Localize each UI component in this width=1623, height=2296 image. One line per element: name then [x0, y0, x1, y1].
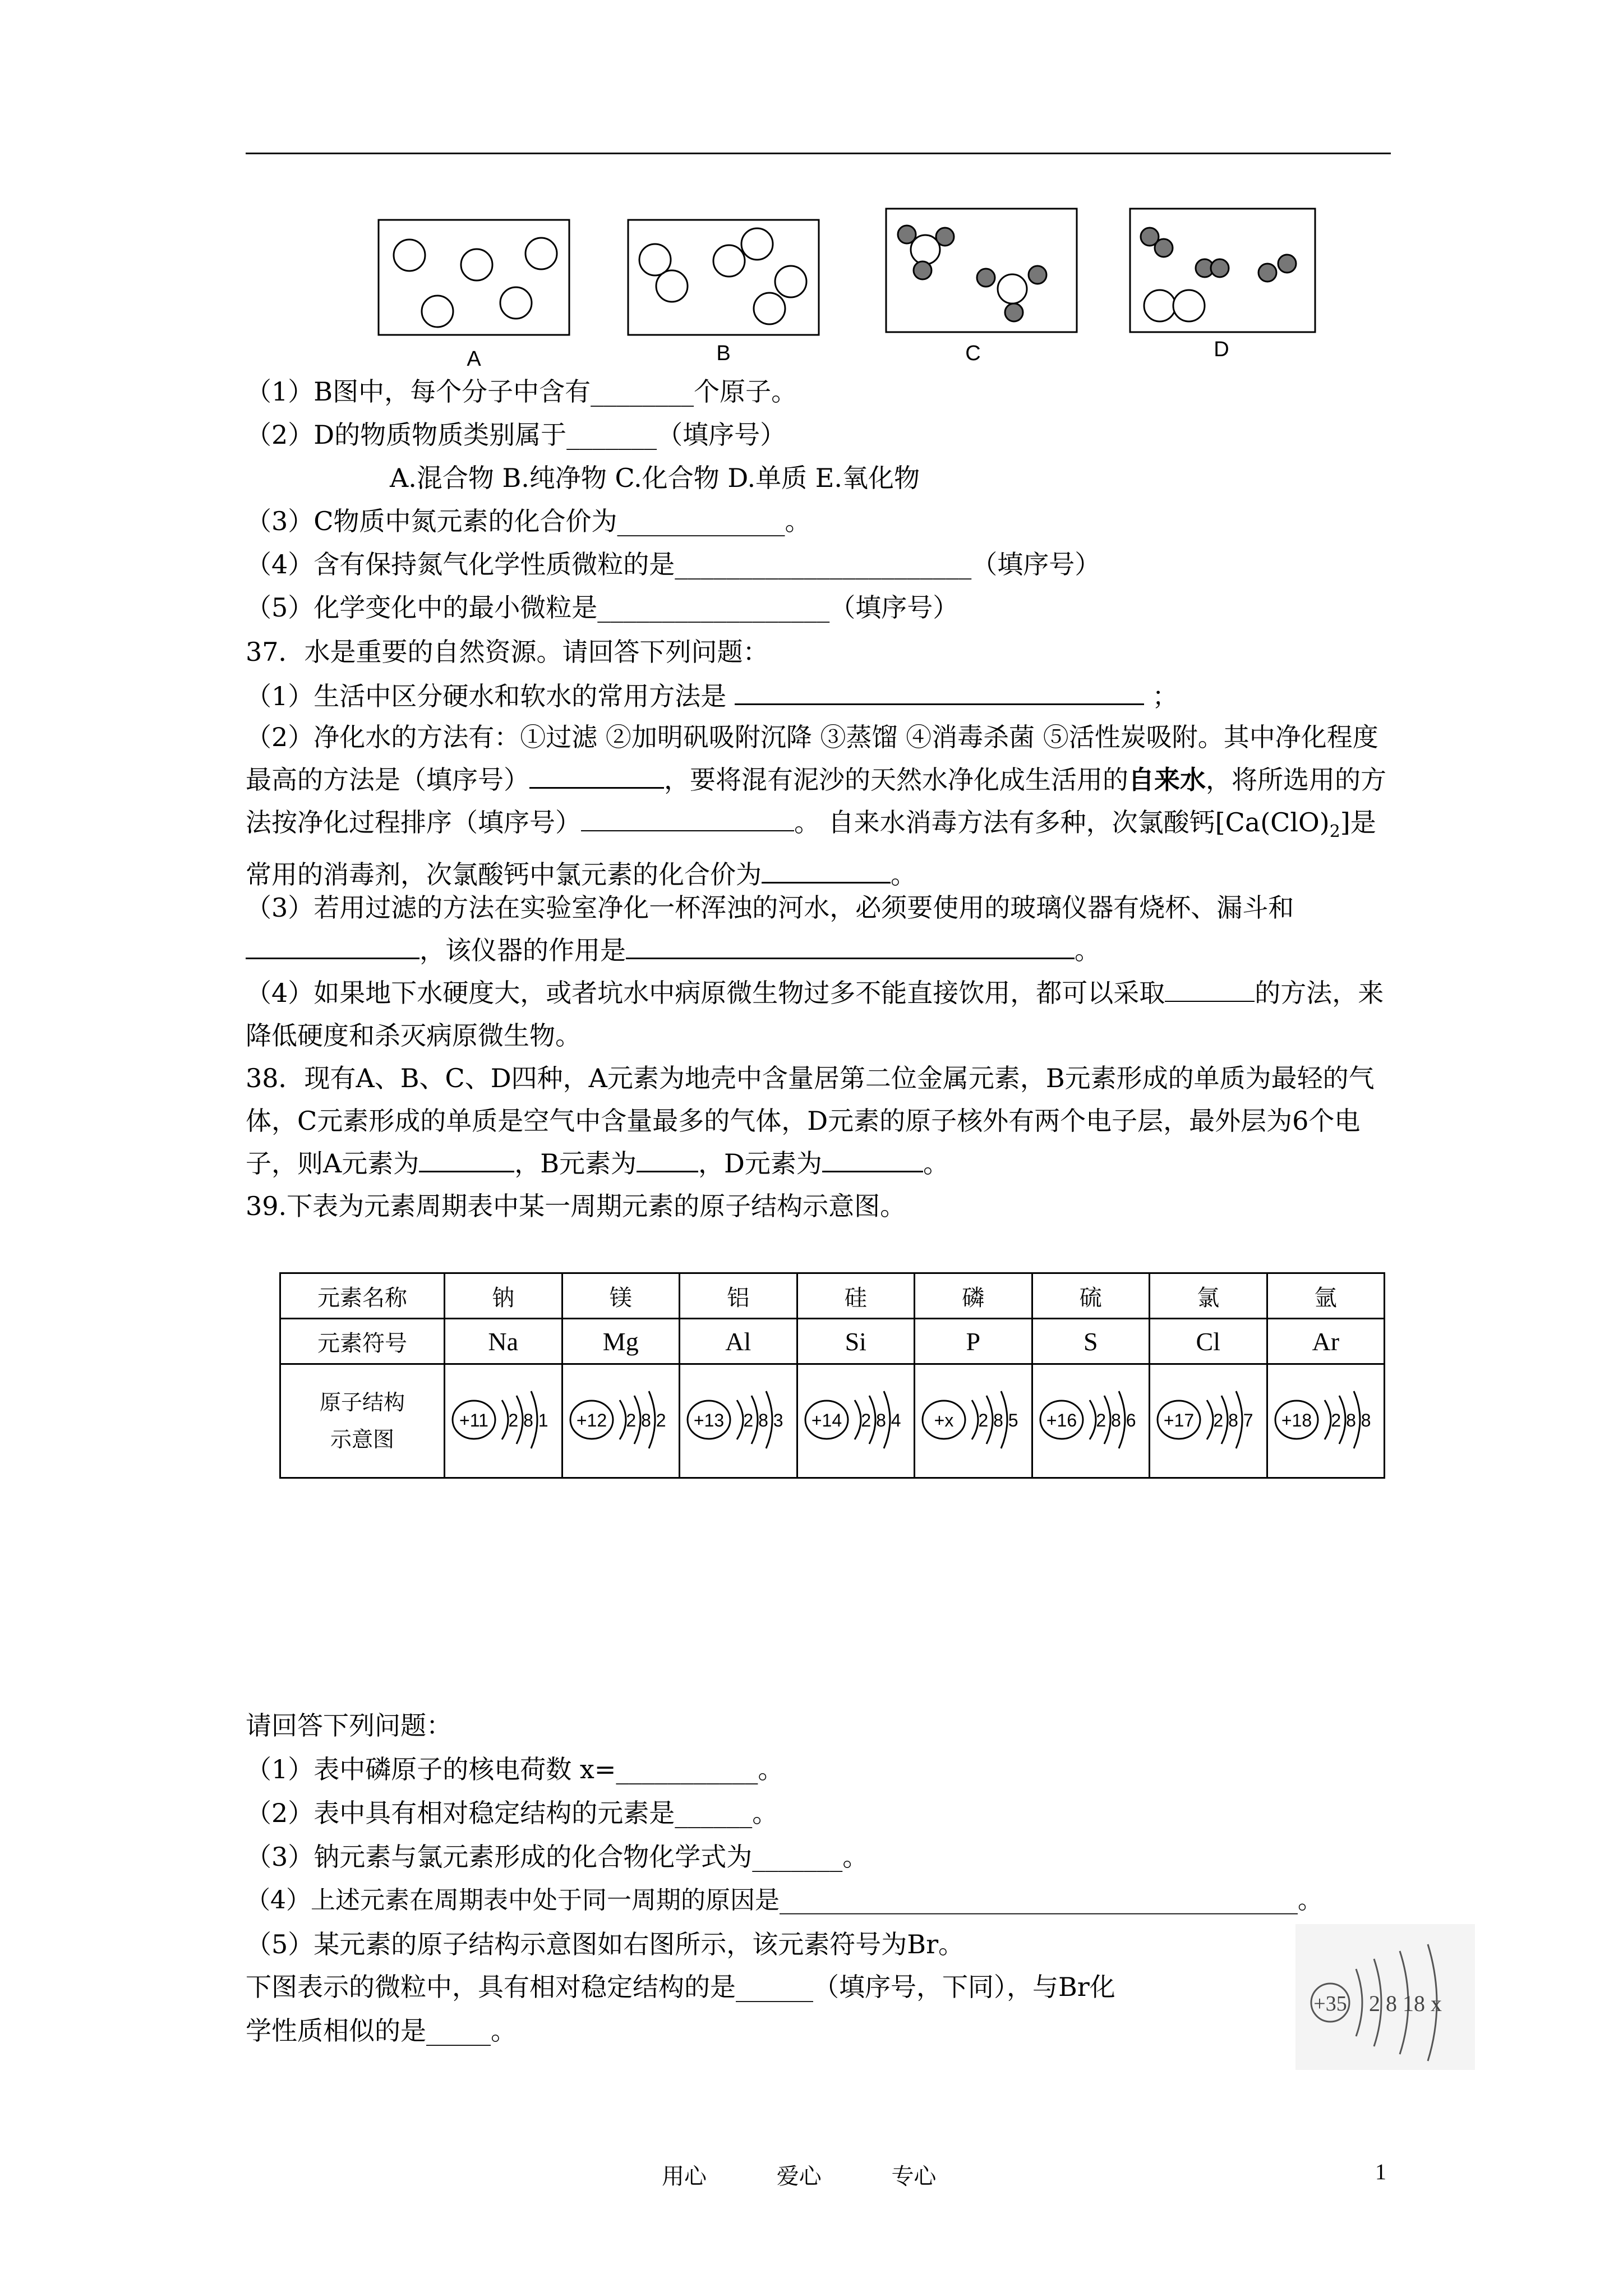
- q37-p2: [246, 716, 1391, 896]
- row-header-structure-1: 原子结构: [319, 1390, 405, 1415]
- q37-p4-text-a: （4）如果地下水硬度大，或者坑水中病原微生物过多不能直接饮用，都可以采取: [246, 978, 1165, 1008]
- atom-cell-6: [1150, 1364, 1267, 1478]
- q37-p2-text-d: 。 自来水消毒方法有多种，次氯酸钙[Ca(ClO): [794, 807, 1330, 838]
- nucleus-charge: +14: [811, 1410, 842, 1430]
- name-al: 铝: [680, 1273, 797, 1319]
- electron-counts: 2 8 2: [626, 1410, 666, 1430]
- q37-p1-text: （1）生活中区分硬水和软水的常用方法是: [246, 681, 727, 711]
- electron-counts: 2 8 1: [508, 1410, 548, 1430]
- symbol-al: Al: [680, 1319, 797, 1364]
- q37-p2-blank-2: [581, 806, 794, 831]
- electron-shell-arc: [1207, 1400, 1213, 1439]
- page-number: 1: [1375, 2159, 1386, 2184]
- atom-diagram: [917, 1378, 1029, 1462]
- q37-p2-text-a: （2）净化水的方法有：①过滤 ②加明矾吸附沉降 ③蒸馏 ④消毒杀菌 ⑤活性炭吸附。其中净化程度最高的方法是（填序号）: [246, 722, 1378, 795]
- name-s: 硫: [1032, 1273, 1150, 1319]
- q39-p3: （3）钠元素与氯元素形成的化合物化学式为_______。: [246, 1842, 869, 1872]
- q37-p2-blank-3: [762, 857, 891, 884]
- q39-intro: 请回答下列问题：: [246, 1710, 452, 1741]
- q37-p3: [246, 886, 1391, 972]
- atom-cell-2: [680, 1364, 797, 1478]
- nucleus-charge: +18: [1281, 1410, 1312, 1430]
- row-header-name: 元素名称: [280, 1273, 445, 1319]
- q37-p1-end: ；: [1152, 681, 1178, 711]
- row-header-symbol: 元素符号: [280, 1319, 445, 1364]
- symbol-s: S: [1032, 1319, 1150, 1364]
- symbol-ar: Ar: [1267, 1319, 1385, 1364]
- name-ar: 氩: [1267, 1273, 1385, 1319]
- label-b: B: [716, 342, 731, 365]
- q37-p2-bold: 自来水: [1128, 765, 1206, 795]
- label-a: A: [467, 347, 481, 371]
- nucleus-charge: +17: [1164, 1410, 1195, 1430]
- q37-p2-text-f: 。: [891, 859, 916, 890]
- symbol-mg: Mg: [562, 1319, 680, 1364]
- q38-text-b: ，B元素为: [514, 1148, 637, 1179]
- footer-item-2: 爱心: [776, 2164, 822, 2189]
- electron-shell-arc: [1325, 1400, 1331, 1439]
- q37-p2-text-c: ，将所选用的方法按净化过程排序（填序号）: [246, 765, 1386, 838]
- electron-counts: 2 8 7: [1213, 1410, 1253, 1430]
- electron-counts: 2 8 4: [861, 1410, 901, 1430]
- q39-title: 39.下表为元素周期表中某一周期元素的原子结构示意图。: [246, 1191, 906, 1221]
- nucleus-charge: +11: [459, 1410, 489, 1430]
- q38-blank-d: [822, 1146, 923, 1172]
- name-cl: 氯: [1150, 1273, 1267, 1319]
- q37-p3-text-b: ，该仪器的作用是: [419, 935, 626, 965]
- box-d: [1130, 209, 1315, 332]
- row-header-structure: [280, 1364, 445, 1478]
- footer-item-3: 专心: [891, 2164, 937, 2189]
- electron-shell-arc: [620, 1400, 626, 1439]
- electron-counts: 2 8 6: [1096, 1410, 1136, 1430]
- symbol-p: P: [915, 1319, 1032, 1364]
- nucleus-charge: +12: [576, 1410, 607, 1430]
- atom-diagram: [565, 1378, 677, 1462]
- q39-p4: （4）上述元素在周期表中处于同一周期的原因是__________________________________________。: [246, 1886, 1322, 1915]
- atom-cell-0: [445, 1364, 562, 1478]
- q38-blank-a: [419, 1146, 514, 1172]
- footer: [662, 2159, 999, 2191]
- box-a: [379, 220, 569, 335]
- q37-p3-blank-1: [246, 933, 419, 959]
- electron-shell-arc: [1090, 1400, 1096, 1439]
- symbol-cl: Cl: [1150, 1319, 1267, 1364]
- electron-shell-arc: [737, 1400, 743, 1439]
- q37-title: 37．水是重要的自然资源。请回答下列问题：: [246, 637, 769, 667]
- label-c: C: [965, 342, 981, 365]
- box-c: [886, 209, 1077, 332]
- row-header-structure-2: 示意图: [330, 1427, 394, 1452]
- name-na: 钠: [445, 1273, 562, 1319]
- atom-diagram: [682, 1378, 794, 1462]
- atom-diagram: [447, 1378, 559, 1462]
- q38-text-a: 38．现有A、B、C、D四种，A元素为地壳中含量居第二位金属元素，B元素形成的单质为最轻的气体，C元素形成的单质是空气中含量最多的气体，D元素的原子核外有两个电子层，最外层为6个电子，则A元素为: [246, 1063, 1375, 1179]
- q36-p1: （1）B图中，每个分子中含有________个原子。: [246, 376, 797, 407]
- q38-blank-b: [637, 1146, 698, 1172]
- q37-p4: [246, 972, 1391, 1057]
- atom-cell-3: [797, 1364, 915, 1478]
- atom-cell-7: [1267, 1364, 1385, 1478]
- header-rule: [246, 153, 1391, 154]
- q36-p5: （5）化学变化中的最小微粒是__________________（填序号）: [246, 592, 959, 623]
- atom-diagram: [1152, 1378, 1264, 1462]
- q37-p4-blank: [1165, 976, 1255, 1002]
- periodic-table: [279, 1272, 1385, 1479]
- box-b: [628, 220, 819, 335]
- q36-p3: （3）C物质中氮元素的化合价为_____________。: [246, 506, 811, 536]
- symbol-na: Na: [445, 1319, 562, 1364]
- q37-p1: [246, 679, 1178, 713]
- atom-cell-1: [562, 1364, 680, 1478]
- q38: [246, 1057, 1391, 1185]
- nucleus-charge: +x: [934, 1410, 954, 1430]
- q37-p3-text-c: 。: [1075, 935, 1100, 965]
- q37-p4-text-b: 的方法，来降低硬度和杀灭病原微生物。: [246, 978, 1384, 1051]
- nucleus-charge: +16: [1046, 1410, 1077, 1430]
- q37-p3-blank-2: [626, 933, 1075, 959]
- q36-p4: （4）含有保持氮气化学性质微粒的是_______________________（填序号）: [246, 549, 1101, 579]
- symbol-si: Si: [797, 1319, 915, 1364]
- q37-p2-text-e: ]是常用的消毒剂，次氯酸钙中氯元素的化合价为: [246, 807, 1376, 890]
- footer-item-1: 用心: [662, 2164, 707, 2189]
- q37-p2-blank-1: [529, 762, 664, 789]
- q39-p1: （1）表中磷原子的核电荷数 x=___________。: [246, 1754, 784, 1784]
- bromine-atom-diagram: [1295, 1924, 1475, 2070]
- electron-counts: 2 8 3: [743, 1410, 783, 1430]
- electron-shell-arc: [855, 1400, 861, 1439]
- name-si: 硅: [797, 1273, 915, 1319]
- name-mg: 镁: [562, 1273, 680, 1319]
- q39-p5: （5）某元素的原子结构示意图如右图所示，该元素符号为Br。: [246, 1929, 965, 1959]
- name-p: 磷: [915, 1273, 1032, 1319]
- q37-p2-text-b: ，要将混有泥沙的天然水净化成生活用的: [664, 765, 1128, 795]
- electron-counts: 2 8 5: [978, 1410, 1018, 1430]
- atom-diagram: [800, 1378, 912, 1462]
- atom-cell-5: [1032, 1364, 1150, 1478]
- atom-cell-4: [915, 1364, 1032, 1478]
- q39-p7: 学性质相似的是_____。: [246, 2016, 517, 2046]
- q39-p2: （2）表中具有相对稳定结构的元素是______。: [246, 1798, 778, 1828]
- q37-p1-blank: [735, 679, 1144, 705]
- bromine-shell-numbers: 2 8 18 x: [1369, 1991, 1442, 2016]
- q38-text-c: ，D元素为: [698, 1148, 822, 1179]
- q37-p3-text-a: （3）若用过滤的方法在实验室净化一杯浑浊的河水，必须要使用的玻璃仪器有烧杯、漏斗和: [246, 892, 1294, 923]
- q38-text-d: 。: [923, 1148, 949, 1179]
- molecule-diagram: [365, 202, 1318, 376]
- q36-p2: （2）D的物质物质类别属于_______（填序号）: [246, 420, 786, 450]
- label-d: D: [1214, 338, 1229, 361]
- q36-options: A.混合物 B.纯净物 C.化合物 D.单质 E.氧化物: [390, 463, 920, 493]
- q37-p2-sub: 2: [1329, 822, 1340, 842]
- electron-shell-arc: [972, 1400, 978, 1439]
- atom-diagram: [1035, 1378, 1147, 1462]
- atom-diagram: [1270, 1378, 1382, 1462]
- q39-p6: 下图表示的微粒中，具有相对稳定结构的是______（填序号，下同），与Br化: [246, 1972, 1115, 2002]
- electron-counts: 2 8 8: [1331, 1410, 1371, 1430]
- electron-shell-arc: [502, 1400, 508, 1439]
- bromine-nucleus: +35: [1313, 1992, 1347, 2016]
- nucleus-charge: +13: [694, 1410, 725, 1430]
